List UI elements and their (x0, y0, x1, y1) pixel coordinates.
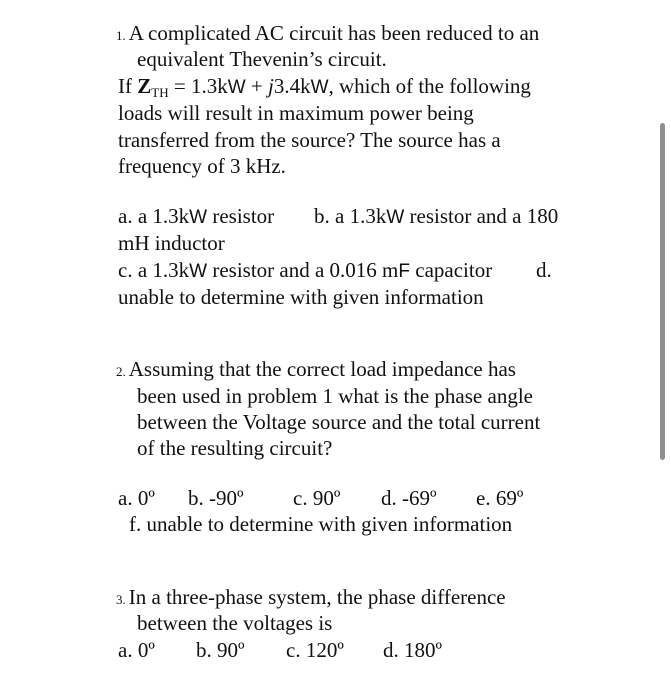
q1-option-c-post: capacitor (410, 258, 493, 282)
vertical-scrollbar[interactable] (660, 123, 665, 460)
q2-number: 2. (116, 364, 126, 379)
q1-line-6: frequency of 3 kHz. (118, 154, 286, 178)
q3-option-b: b. 90º (196, 638, 245, 662)
ohm-symbol: W (386, 207, 405, 228)
q3-option-a: a. 0º (118, 638, 155, 662)
q1-option-d: d. (536, 258, 552, 282)
q2-option-d: d. -69º (381, 486, 437, 510)
q2-line-3: between the Voltage source and the total current (137, 410, 541, 434)
q1-option-b-cont: mH inductor (118, 231, 225, 255)
q2-text-1: Assuming that the correct load impedance has (128, 357, 516, 381)
q1-option-c-pre: c. a 1.3k (118, 258, 190, 282)
zth-real: = 1.3k (168, 74, 228, 98)
q2-line-1 (116, 356, 516, 385)
q3-line-1 (116, 584, 506, 613)
q2-option-c: c. 90º (293, 486, 341, 510)
q2-line-4: of the resulting circuit? (137, 436, 333, 460)
q1-line-1 (116, 20, 539, 49)
j-symbol: j (267, 74, 274, 98)
q1-option-b-pre: b. a 1.3k (314, 204, 387, 228)
q3-number: 3. (116, 592, 126, 607)
q1-option-d-cont: unable to determine with given information (118, 285, 484, 309)
q2-option-e: e. 69º (476, 486, 524, 510)
q2-option-b: b. -90º (188, 486, 244, 510)
q1-number: 1. (116, 28, 126, 43)
q3-text-1: In a three-phase system, the phase difference (128, 585, 506, 609)
q1-option-c-mid: resistor and a 0.016 m (207, 258, 399, 282)
zth-imag: 3.4k (273, 74, 311, 98)
q2-option-a: a. 0º (118, 486, 155, 510)
q1-line-4: loads will result in maximum power being (118, 101, 474, 125)
q1-option-b-post: resistor and a 180 (404, 204, 559, 228)
q1-option-b (314, 203, 558, 231)
ohm-symbol: W (310, 77, 329, 98)
q2-line-2: been used in problem 1 what is the phase angle (137, 384, 533, 408)
ohm-symbol: W (227, 77, 246, 98)
ohm-symbol: W (189, 207, 208, 228)
q1-option-a-post: resistor (207, 204, 275, 228)
zth-prefix: If (118, 74, 138, 98)
q1-option-c (118, 257, 492, 285)
z-symbol: Z (137, 74, 152, 98)
q3-line-2: between the voltages is (137, 611, 333, 635)
q1-line-2: equivalent Thevenin’s circuit. (137, 47, 387, 71)
farad-symbol: F (398, 261, 410, 282)
q3-option-d: d. 180º (383, 638, 443, 662)
q1-line-5: transferred from the source? The source has a (118, 128, 501, 152)
q3-option-c: c. 120º (286, 638, 344, 662)
q1-text-1: A complicated AC circuit has been reduced to an (128, 21, 540, 45)
q2-option-f: f. unable to determine with given information (129, 512, 513, 536)
q1-option-a-pre: a. a 1.3k (118, 204, 190, 228)
z-subscript: TH (151, 85, 169, 100)
zth-plus: + (245, 74, 268, 98)
zth-tail: , which of the following (328, 74, 531, 98)
ohm-symbol: W (189, 261, 208, 282)
q1-option-a (118, 203, 274, 231)
